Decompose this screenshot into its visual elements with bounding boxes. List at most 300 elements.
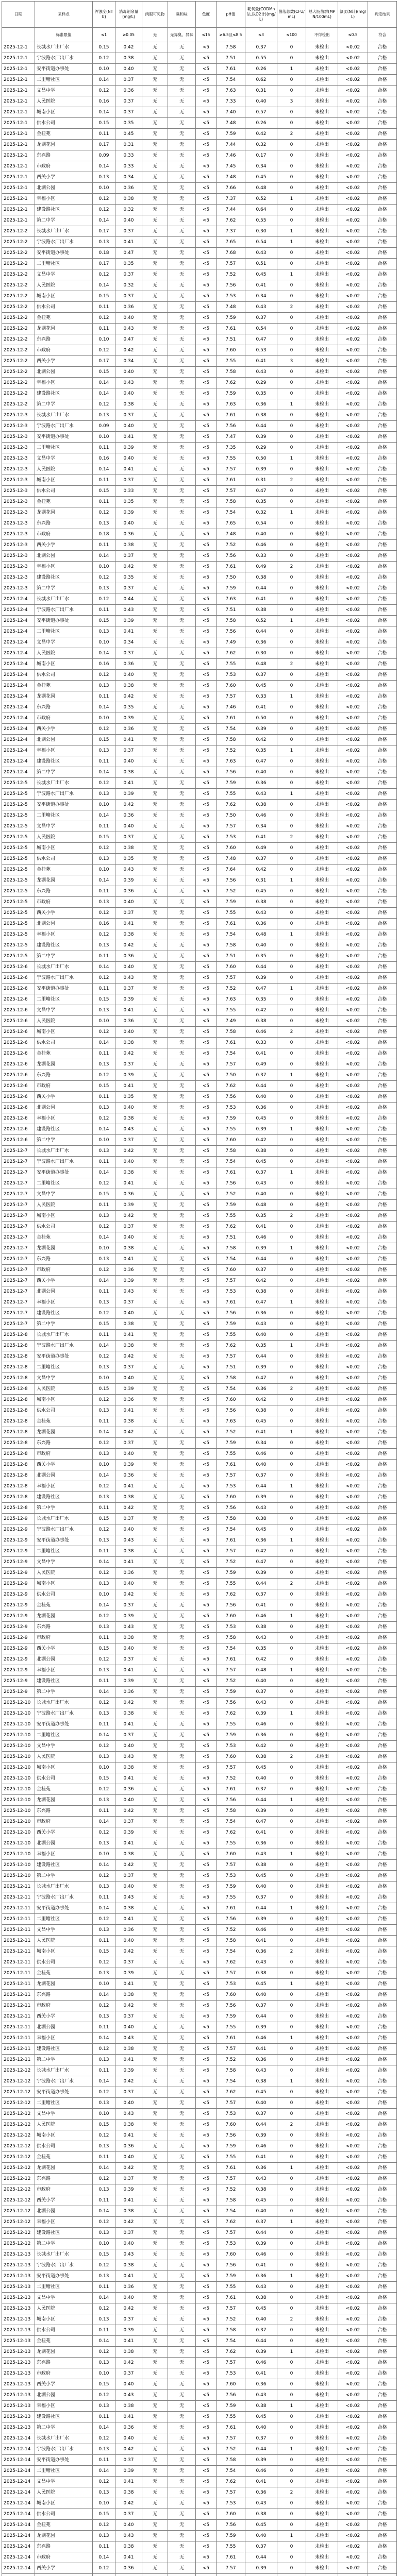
cell-turbidity: 0.11 <box>93 1048 115 1059</box>
cell-disinfectant: 0.37 <box>115 410 142 421</box>
cell-ph: 7.61 <box>217 1784 245 1795</box>
cell-date: 2025-12-13 <box>2 2293 35 2303</box>
cell-coliform: 未检出 <box>306 551 338 562</box>
cell-colony: 3 <box>277 356 306 367</box>
cell-odor: 无 <box>168 2314 196 2325</box>
cell-date: 2025-12-7 <box>2 1146 35 1157</box>
cell-ph: 7.62 <box>217 1222 245 1232</box>
cell-chroma: <5 <box>196 118 217 129</box>
cell-date: 2025-12-10 <box>2 1752 35 1762</box>
cell-result: 合格 <box>368 324 397 334</box>
cell-coliform: 未检出 <box>306 2055 338 2065</box>
cell-colony: 0 <box>277 800 306 810</box>
cell-date: 2025-12-5 <box>2 789 35 800</box>
cell-coliform: 未检出 <box>306 2466 338 2477</box>
cell-colony: 0 <box>277 1882 306 1892</box>
cell-date: 2025-12-5 <box>2 951 35 962</box>
cell-disinfectant: 0.42 <box>115 2358 142 2368</box>
table-row <box>2 984 397 994</box>
cell-cod: 0.45 <box>245 2087 277 2098</box>
cell-cod: 0.37 <box>245 854 277 865</box>
cell-ammonia: <0.02 <box>338 1698 368 1708</box>
cell-disinfectant: 0.38 <box>115 1113 142 1124</box>
cell-turbidity: 0.12 <box>93 194 115 205</box>
cell-turbidity: 0.14 <box>93 2206 115 2217</box>
cell-sample-point: 建设路社区 <box>35 1860 93 1871</box>
cell-coliform: 未检出 <box>306 1708 338 1719</box>
cell-visible-matter: 无 <box>142 324 168 334</box>
cell-sample-point: 城南小区 <box>35 843 93 854</box>
cell-chroma: <5 <box>196 2141 217 2152</box>
cell-disinfectant: 0.36 <box>115 1189 142 1200</box>
cell-turbidity: 0.12 <box>93 1611 115 1622</box>
cell-turbidity: 0.13 <box>93 583 115 594</box>
cell-ammonia: <0.02 <box>338 616 368 626</box>
cell-odor: 无 <box>168 1286 196 1297</box>
cell-coliform: 未检出 <box>306 1957 338 1968</box>
cell-coliform: 未检出 <box>306 2174 338 2184</box>
cell-turbidity: 0.12 <box>93 1178 115 1189</box>
cell-disinfectant: 0.38 <box>115 1849 142 1860</box>
cell-coliform: 未检出 <box>306 2282 338 2293</box>
cell-colony: 0 <box>277 1222 306 1232</box>
cell-visible-matter: 无 <box>142 1979 168 1990</box>
cell-disinfectant: 0.42 <box>115 2303 142 2314</box>
cell-turbidity: 0.14 <box>93 1341 115 1351</box>
table-row <box>2 1341 397 1351</box>
cell-ph: 7.57 <box>217 1860 245 1871</box>
cell-coliform: 未检出 <box>306 2336 338 2347</box>
cell-cod: 0.40 <box>245 2422 277 2433</box>
cell-date: 2025-12-10 <box>2 1708 35 1719</box>
cell-sample-point: 东兴路 <box>35 702 93 713</box>
cell-ph: 7.48 <box>217 302 245 313</box>
cell-chroma: <5 <box>196 2466 217 2477</box>
cell-colony: 2 <box>277 129 306 140</box>
cell-sample-point: 宁波路水厂出厂水 <box>35 1708 93 1719</box>
cell-cod: 0.39 <box>245 432 277 443</box>
limit-disinfectant: ≥0.05 <box>115 28 142 42</box>
cell-visible-matter: 无 <box>142 518 168 529</box>
cell-coliform: 未检出 <box>306 1546 338 1557</box>
cell-ph: 7.53 <box>217 832 245 843</box>
cell-ph: 7.52 <box>217 984 245 994</box>
cell-ph: 7.57 <box>217 821 245 832</box>
cell-coliform: 未检出 <box>306 735 338 745</box>
cell-turbidity: 0.15 <box>93 367 115 378</box>
cell-sample-point: 安平街道办事处 <box>35 1351 93 1362</box>
cell-ammonia: <0.02 <box>338 64 368 75</box>
cell-odor: 无 <box>168 367 196 378</box>
cell-ammonia: <0.02 <box>338 2531 368 2541</box>
cell-colony: 0 <box>277 2466 306 2477</box>
cell-cod: 0.34 <box>245 1438 277 1449</box>
cell-ammonia: <0.02 <box>338 1059 368 1070</box>
cell-turbidity: 0.11 <box>93 2195 115 2206</box>
cell-result: 合格 <box>368 1460 397 1470</box>
cell-ph: 7.60 <box>217 2249 245 2260</box>
cell-coliform: 未检出 <box>306 2239 338 2249</box>
cell-ammonia: <0.02 <box>338 96 368 107</box>
cell-ph: 7.58 <box>217 1146 245 1157</box>
cell-cod: 0.35 <box>245 1643 277 1654</box>
cell-cod: 0.45 <box>245 1416 277 1427</box>
cell-coliform: 未检出 <box>306 378 338 388</box>
cell-result: 合格 <box>368 1167 397 1178</box>
cell-coliform: 未检出 <box>306 1059 338 1070</box>
cell-ammonia: <0.02 <box>338 994 368 1005</box>
table-row <box>2 42 397 53</box>
cell-cod: 0.40 <box>245 1676 277 1687</box>
cell-colony: 0 <box>277 2477 306 2487</box>
cell-odor: 无 <box>168 1092 196 1103</box>
cell-ammonia <box>338 2574 368 2576</box>
cell-ph: 7.53 <box>217 1979 245 1990</box>
cell-date: 2025-12-11 <box>2 1925 35 1936</box>
cell-colony: 0 <box>277 1914 306 1925</box>
cell-disinfectant: 0.41 <box>115 1005 142 1016</box>
cell-result: 合格 <box>368 540 397 551</box>
cell-visible-matter: 无 <box>142 1892 168 1903</box>
cell-date: 2025-12-6 <box>2 1048 35 1059</box>
cell-disinfectant: 0.42 <box>115 1698 142 1708</box>
cell-chroma: <5 <box>196 1254 217 1265</box>
cell-visible-matter: 无 <box>142 1146 168 1157</box>
cell-coliform: 未检出 <box>306 691 338 702</box>
cell-disinfectant: 0.42 <box>115 562 142 572</box>
cell-turbidity: 0.11 <box>93 1806 115 1817</box>
cell-chroma: <5 <box>196 1773 217 1784</box>
cell-turbidity: 0.11 <box>93 1936 115 1946</box>
cell-sample-point: 幸福小区 <box>35 2033 93 2044</box>
cell-disinfectant: 0.42 <box>115 1806 142 1817</box>
cell-date: 2025-12-13 <box>2 2249 35 2260</box>
cell-result: 合格 <box>368 421 397 432</box>
cell-cod: 0.38 <box>245 2293 277 2303</box>
cell-turbidity: 0.13 <box>93 172 115 183</box>
cell-result: 合格 <box>368 1124 397 1135</box>
cell-result: 合格 <box>368 1395 397 1405</box>
cell-chroma: <5 <box>196 150 217 161</box>
table-row <box>2 1611 397 1622</box>
cell-result: 合格 <box>368 1438 397 1449</box>
cell-chroma: <5 <box>196 2477 217 2487</box>
cell-odor: 无 <box>168 735 196 745</box>
cell-odor: 无 <box>168 1611 196 1622</box>
cell-disinfectant: 0.37 <box>115 1438 142 1449</box>
cell-ph: 7.58 <box>217 1936 245 1946</box>
cell-odor: 无 <box>168 1535 196 1546</box>
cell-visible-matter: 无 <box>142 205 168 215</box>
cell-disinfectant: 0.42 <box>115 2076 142 2087</box>
cell-colony: 0 <box>277 1589 306 1600</box>
cell-colony: 0 <box>277 735 306 745</box>
cell-result: 合格 <box>368 2282 397 2293</box>
cell-chroma: <5 <box>196 1005 217 1016</box>
cell-sample-point: 安平街道办事处 <box>35 800 93 810</box>
cell-colony: 1 <box>277 237 306 248</box>
table-row <box>2 713 397 724</box>
cell-coliform: 未检出 <box>306 1373 338 1384</box>
table-row <box>2 951 397 962</box>
cell-date: 2025-12-3 <box>2 464 35 475</box>
cell-cod: 0.37 <box>245 2325 277 2336</box>
cell-ammonia: <0.02 <box>338 854 368 865</box>
cell-visible-matter: 无 <box>142 2033 168 2044</box>
cell-cod: 0.43 <box>245 367 277 378</box>
cell-colony: 0 <box>277 919 306 929</box>
cell-date: 2025-12-8 <box>2 1460 35 1470</box>
cell-result: 合格 <box>368 789 397 800</box>
cell-date: 2025-12-4 <box>2 594 35 605</box>
cell-turbidity: 0.13 <box>93 1838 115 1849</box>
cell-ammonia: <0.02 <box>338 800 368 810</box>
cell-turbidity: 0.11 <box>93 497 115 507</box>
cell-cod: 0.30 <box>245 226 277 237</box>
table-row <box>2 1633 397 1643</box>
cell-coliform: 未检出 <box>306 313 338 324</box>
table-row <box>2 1449 397 1460</box>
cell-ph: 7.59 <box>217 2401 245 2412</box>
cell-chroma: <5 <box>196 2498 217 2509</box>
cell-result: 合格 <box>368 1784 397 1795</box>
table-row <box>2 1849 397 1860</box>
cell-coliform: 未检出 <box>306 464 338 475</box>
table-row <box>2 529 397 540</box>
cell-chroma: <5 <box>196 1308 217 1319</box>
cell-disinfectant: 0.39 <box>115 2065 142 2076</box>
cell-result: 合格 <box>368 1698 397 1708</box>
cell-disinfectant: 0.42 <box>115 691 142 702</box>
cell-cod: 0.41 <box>245 2152 277 2163</box>
cell-date: 2025-12-9 <box>2 1546 35 1557</box>
cell-chroma: <5 <box>196 129 217 140</box>
table-row <box>2 2433 397 2444</box>
cell-cod: 0.38 <box>245 572 277 583</box>
cell-result: 合格 <box>368 1546 397 1557</box>
cell-result: 合格 <box>368 1708 397 1719</box>
cell-turbidity: 0.14 <box>93 75 115 86</box>
cell-ammonia: <0.02 <box>338 2120 368 2130</box>
cell-colony: 1 <box>277 984 306 994</box>
cell-odor: 无 <box>168 616 196 626</box>
cell-colony: 1 <box>277 875 306 886</box>
cell-date: 2025-12-12 <box>2 2087 35 2098</box>
limit-sample-point: 标准限值 <box>35 28 93 42</box>
cell-result: 合格 <box>368 800 397 810</box>
cell-cod: 0.38 <box>245 897 277 908</box>
cell-ph: 7.56 <box>217 421 245 432</box>
cell-coliform: 未检出 <box>306 2325 338 2336</box>
cell-visible-matter: 无 <box>142 1384 168 1395</box>
cell-sample-point: 西关小学 <box>35 1460 93 1470</box>
cell-odor: 无 <box>168 507 196 518</box>
cell-colony: 0 <box>277 443 306 453</box>
cell-visible-matter: 无 <box>142 2271 168 2282</box>
cell-disinfectant: 0.39 <box>115 443 142 453</box>
cell-visible-matter: 无 <box>142 1762 168 1773</box>
table-row <box>2 1330 397 1341</box>
cell-result: 合格 <box>368 2314 397 2325</box>
cell-chroma: <5 <box>196 886 217 897</box>
table-row <box>2 1892 397 1903</box>
cell-disinfectant: 0.40 <box>115 1741 142 1752</box>
cell-ph: 7.54 <box>217 75 245 86</box>
cell-disinfectant: 0.38 <box>115 843 142 854</box>
cell-cod: 0.40 <box>245 529 277 540</box>
table-row <box>2 1524 397 1535</box>
cell-odor: 无 <box>168 2076 196 2087</box>
cell-odor: 无 <box>168 962 196 973</box>
table-row <box>2 1416 397 1427</box>
cell-disinfectant: 0.36 <box>115 2282 142 2293</box>
cell-odor: 无 <box>168 994 196 1005</box>
cell-cod: 0.38 <box>245 1860 277 1871</box>
cell-chroma: <5 <box>196 681 217 691</box>
cell-result: 合格 <box>368 140 397 150</box>
cell-odor: 无 <box>168 832 196 843</box>
cell-coliform: 未检出 <box>306 2520 338 2531</box>
cell-cod: 0.33 <box>245 1038 277 1048</box>
cell-coliform: 未检出 <box>306 1633 338 1643</box>
cell-visible-matter: 无 <box>142 2195 168 2206</box>
cell-ammonia: <0.02 <box>338 475 368 486</box>
table-row <box>2 724 397 735</box>
cell-chroma: <5 <box>196 1503 217 1514</box>
cell-sample-point: 西关小学 <box>35 2011 93 2022</box>
cell-disinfectant: 0.42 <box>115 1351 142 1362</box>
cell-result: 合格 <box>368 1351 397 1362</box>
cell-odor: 无 <box>168 378 196 388</box>
cell-ph: 7.59 <box>217 388 245 399</box>
cell-date: 2025-12-10 <box>2 1849 35 1860</box>
cell-visible-matter: 无 <box>142 2055 168 2065</box>
cell-visible-matter: 无 <box>142 908 168 919</box>
header-result: 判定结果 <box>368 2 397 28</box>
cell-chroma: <5 <box>196 1038 217 1048</box>
cell-colony: 0 <box>277 2141 306 2152</box>
cell-date: 2025-12-14 <box>2 2552 35 2563</box>
cell-disinfectant: 0.40 <box>115 1882 142 1892</box>
cell-sample-point: 长城水厂出厂水 <box>35 2433 93 2444</box>
cell-sample-point: 东兴路 <box>35 2541 93 2552</box>
table-row <box>2 637 397 648</box>
cell-visible-matter: 无 <box>142 800 168 810</box>
cell-date: 2025-12-3 <box>2 497 35 507</box>
cell-cod: 0.45 <box>245 886 277 897</box>
cell-cod: 0.44 <box>245 1254 277 1265</box>
cell-chroma: <5 <box>196 2487 217 2498</box>
cell-disinfectant: 0.40 <box>115 313 142 324</box>
cell-chroma: <5 <box>196 2379 217 2390</box>
cell-cod: 0.43 <box>245 1849 277 1860</box>
cell-date: 2025-12-8 <box>2 1481 35 1492</box>
cell-disinfectant: 0.41 <box>115 626 142 637</box>
cell-visible-matter: 无 <box>142 1254 168 1265</box>
table-row <box>2 854 397 865</box>
cell-coliform: 未检出 <box>306 1276 338 1286</box>
cell-sample-point: 第二中学 <box>35 1687 93 1698</box>
cell-date: 2025-12-2 <box>2 324 35 334</box>
cell-visible-matter: 无 <box>142 1297 168 1308</box>
cell-odor: 无 <box>168 497 196 507</box>
cell-date: 2025-12-9 <box>2 1611 35 1622</box>
cell-ph: 7.64 <box>217 865 245 875</box>
cell-ph: 7.54 <box>217 1817 245 1827</box>
cell-coliform: 未检出 <box>306 1643 338 1654</box>
cell-turbidity: 0.15 <box>93 1643 115 1654</box>
cell-disinfectant: 0.41 <box>115 735 142 745</box>
cell-turbidity: 0.13 <box>93 1535 115 1546</box>
cell-result: 合格 <box>368 2455 397 2466</box>
cell-coliform: 未检出 <box>306 1676 338 1687</box>
cell-visible-matter: 无 <box>142 659 168 670</box>
cell-colony: 0 <box>277 1719 306 1730</box>
cell-disinfectant: 0.43 <box>115 1892 142 1903</box>
cell-ammonia: <0.02 <box>338 919 368 929</box>
cell-turbidity: 0.11 <box>93 2541 115 2552</box>
cell-odor: 无 <box>168 1957 196 1968</box>
cell-colony: 0 <box>277 1449 306 1460</box>
table-row <box>2 2541 397 2552</box>
cell-cod: 0.36 <box>245 2271 277 2282</box>
cell-disinfectant: 0.38 <box>115 1167 142 1178</box>
cell-sample-point: 安平街道办事处 <box>35 248 93 259</box>
cell-cod: 0.37 <box>245 1589 277 1600</box>
cell-chroma: <5 <box>196 1968 217 1979</box>
cell-disinfectant: 0.38 <box>115 1492 142 1503</box>
cell-ph: 7.57 <box>217 1470 245 1481</box>
table-row <box>2 2184 397 2195</box>
cell-result: 合格 <box>368 1243 397 1254</box>
cell-sample-point: 安平街道办事处 <box>35 2087 93 2098</box>
cell-turbidity <box>93 2574 115 2576</box>
cell-ammonia: <0.02 <box>338 1503 368 1514</box>
cell-sample-point: 供水公司 <box>35 1038 93 1048</box>
cell-date: 2025-12-1 <box>2 42 35 53</box>
cell-sample-point: 龙湖花园 <box>35 1795 93 1806</box>
cell-ammonia: <0.02 <box>338 1297 368 1308</box>
cell-turbidity: 0.14 <box>93 1860 115 1871</box>
cell-ph: 7.55 <box>217 1838 245 1849</box>
cell-odor: 无 <box>168 1698 196 1708</box>
cell-ammonia: <0.02 <box>338 2206 368 2217</box>
cell-sample-point: 建设路社区 <box>35 572 93 583</box>
cell-turbidity: 0.10 <box>93 2109 115 2120</box>
cell-coliform: 未检出 <box>306 1103 338 1113</box>
cell-disinfectant: 0.42 <box>115 940 142 951</box>
cell-chroma: <5 <box>196 475 217 486</box>
table-row <box>2 1784 397 1795</box>
cell-coliform: 未检出 <box>306 2249 338 2260</box>
cell-coliform: 未检出 <box>306 205 338 215</box>
cell-colony: 0 <box>277 865 306 875</box>
cell-result: 合格 <box>368 2390 397 2401</box>
cell-date: 2025-12-8 <box>2 1470 35 1481</box>
cell-ammonia: <0.02 <box>338 1633 368 1643</box>
cell-sample-point: 供水公司 <box>35 1405 93 1416</box>
cell-date: 2025-12-4 <box>2 659 35 670</box>
table-row <box>2 843 397 854</box>
cell-colony: 1 <box>277 1070 306 1081</box>
cell-turbidity: 0.09 <box>93 150 115 161</box>
cell-result: 合格 <box>368 1341 397 1351</box>
cell-result: 合格 <box>368 994 397 1005</box>
cell-disinfectant: 0.41 <box>115 2195 142 2206</box>
cell-colony: 0 <box>277 681 306 691</box>
cell-ph: 7.46 <box>217 150 245 161</box>
cell-visible-matter: 无 <box>142 1243 168 1254</box>
